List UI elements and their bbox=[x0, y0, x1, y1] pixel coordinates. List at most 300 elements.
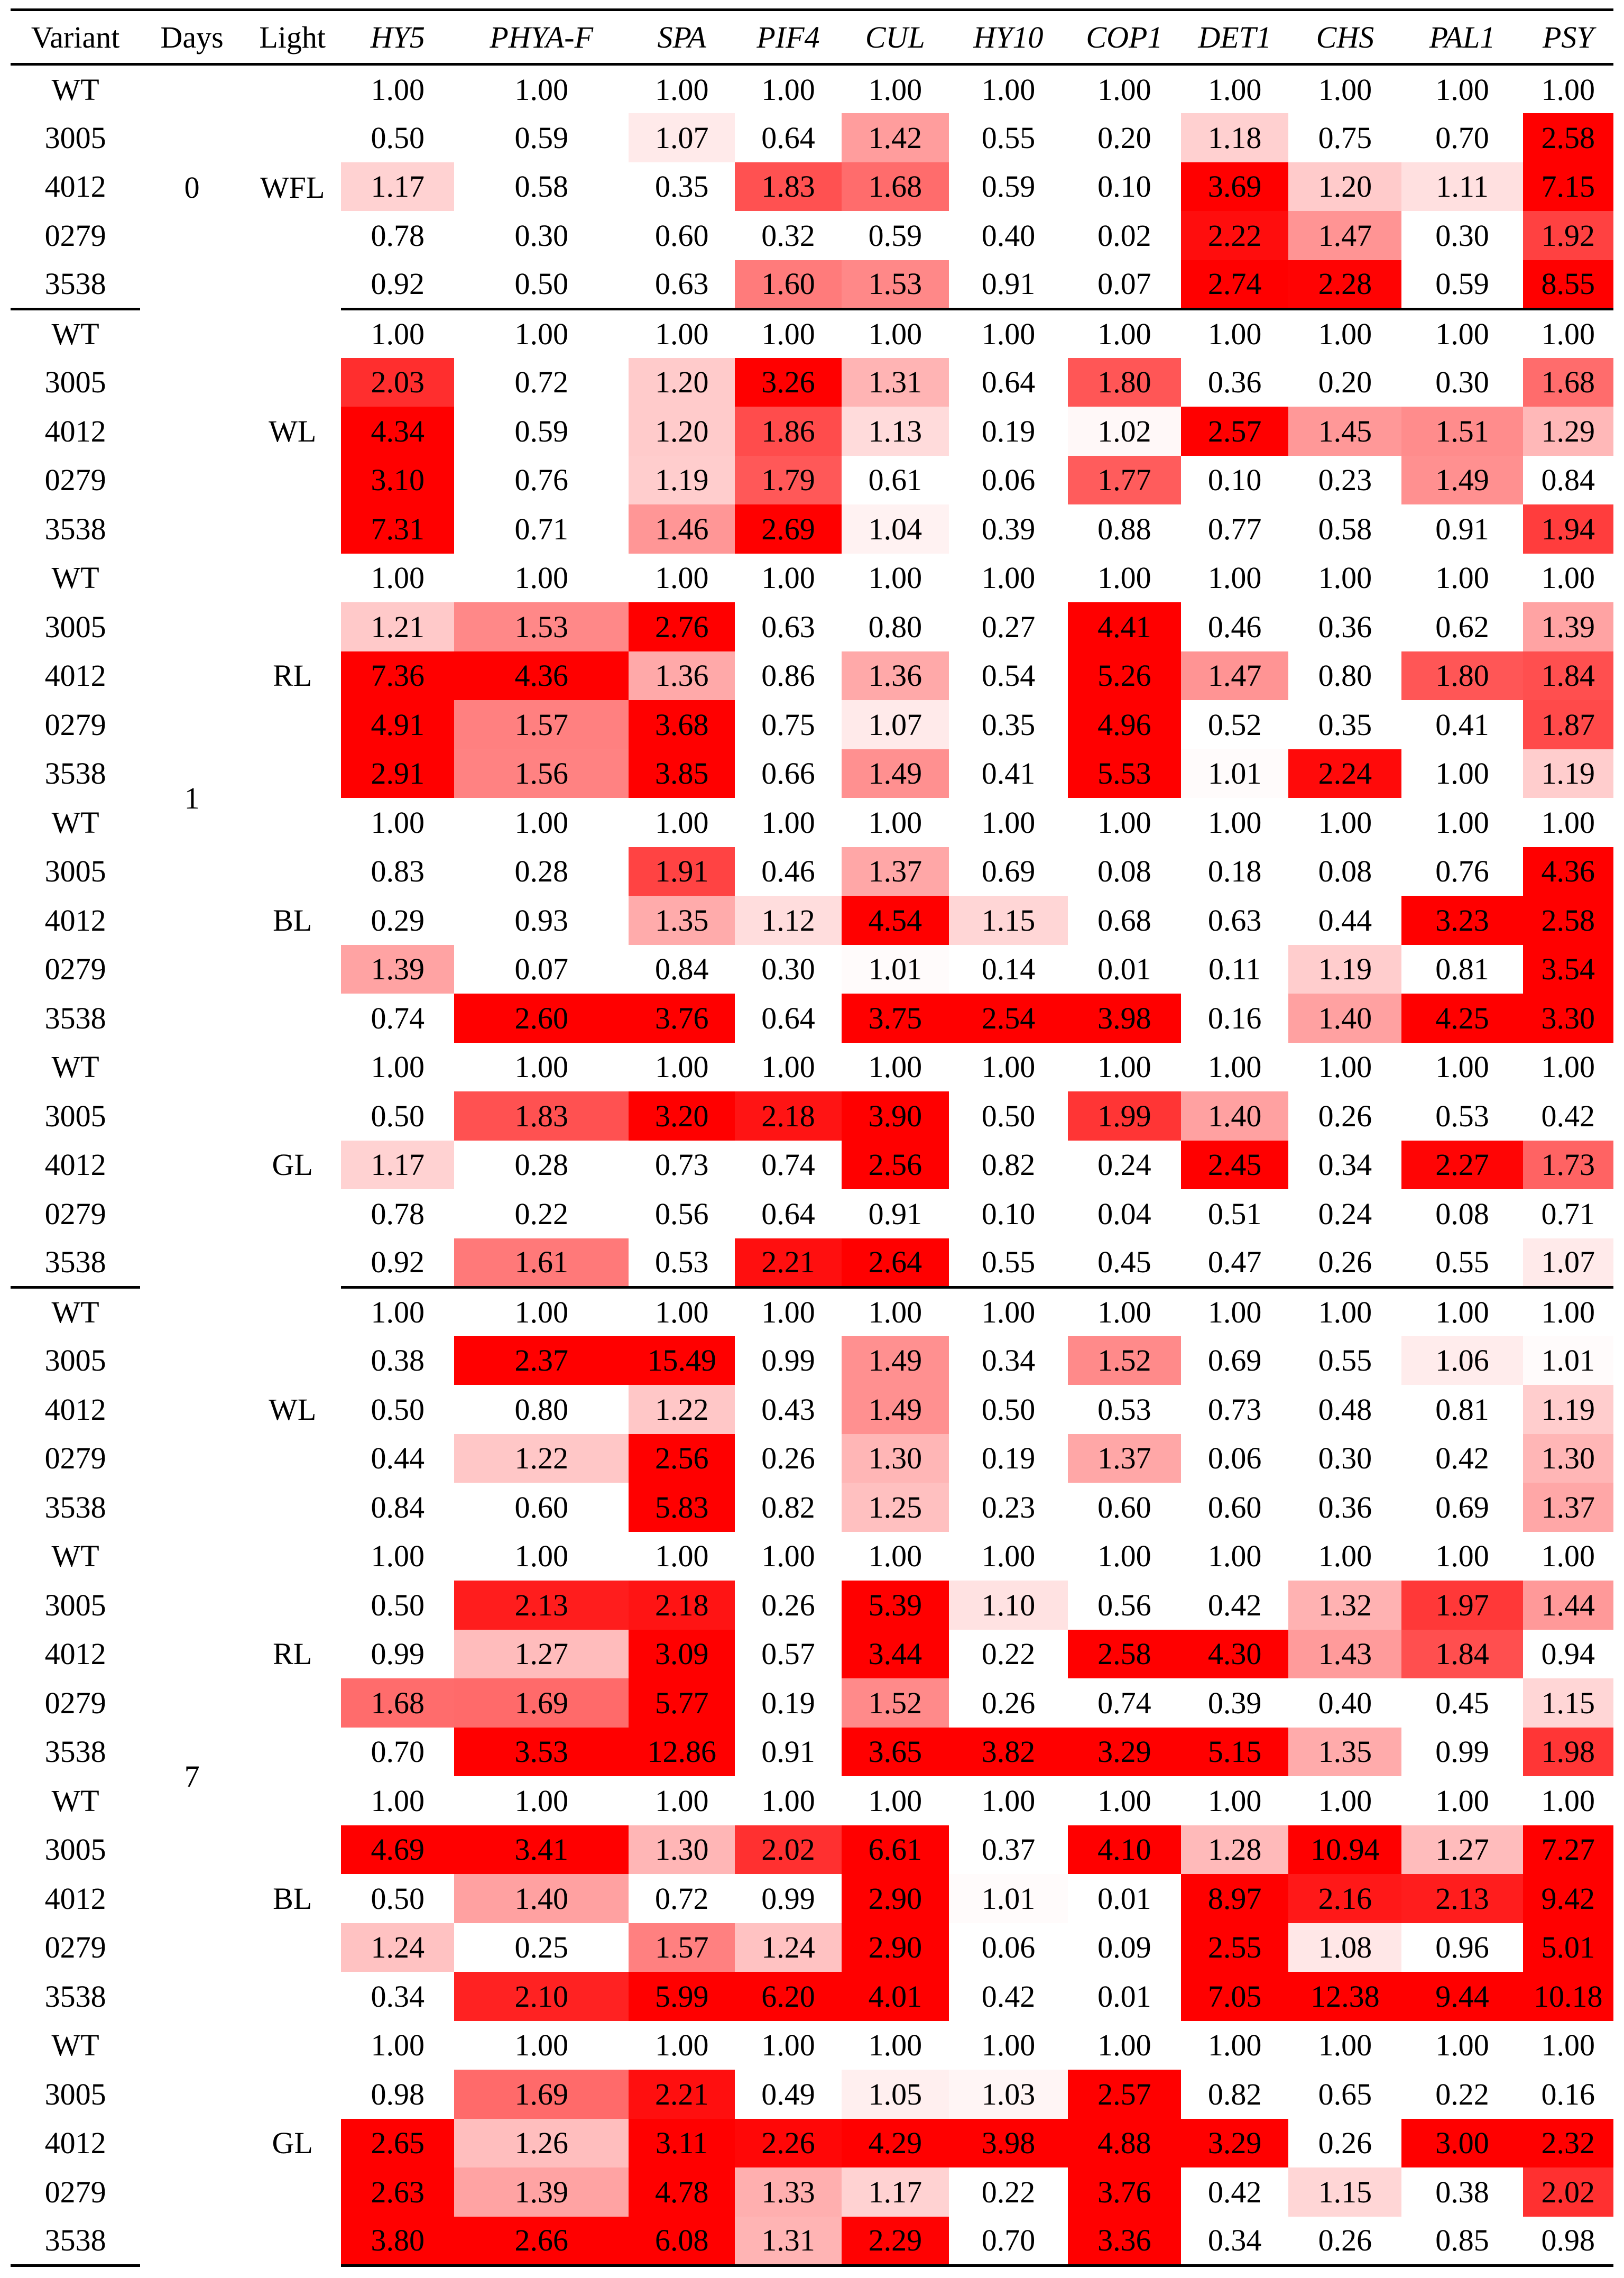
value-cell-hy5: 0.84 bbox=[371, 1490, 425, 1524]
value-cell-chs: 1.00 bbox=[1318, 1783, 1372, 1818]
value-cell-pif4: 0.26 bbox=[761, 1441, 815, 1476]
value-cell-spa: 3.85 bbox=[629, 749, 735, 798]
table-header bbox=[11, 10, 1613, 65]
value-cell-spa: 0.53 bbox=[629, 1238, 735, 1288]
value-cell-phya-f: 0.28 bbox=[514, 854, 568, 889]
value-cell-hy10: 0.39 bbox=[981, 511, 1036, 546]
value-cell-chs: 0.36 bbox=[1318, 609, 1372, 644]
value-cell-det1: 2.74 bbox=[1181, 260, 1288, 309]
value-cell-pal1: 1.80 bbox=[1401, 651, 1522, 701]
value-cell-hy10: 1.15 bbox=[949, 896, 1068, 945]
value-cell-det1: 0.46 bbox=[1207, 609, 1262, 644]
value-cell-phya-f: 1.39 bbox=[454, 2167, 629, 2217]
value-cell-spa: 2.76 bbox=[629, 602, 735, 651]
value-cell-pal1: 1.11 bbox=[1401, 162, 1522, 212]
value-cell-phya-f: 1.00 bbox=[514, 805, 568, 840]
value-cell-pal1: 1.49 bbox=[1401, 456, 1522, 505]
value-cell-phya-f: 1.57 bbox=[454, 700, 629, 749]
value-cell-hy10: 0.34 bbox=[981, 1343, 1036, 1378]
value-cell-cop1: 5.53 bbox=[1068, 749, 1181, 798]
value-cell-det1: 1.00 bbox=[1207, 805, 1262, 840]
value-cell-cop1: 3.98 bbox=[1068, 994, 1181, 1043]
value-cell-cop1: 1.00 bbox=[1097, 805, 1151, 840]
value-cell-psy: 2.32 bbox=[1523, 2119, 1613, 2168]
value-cell-pal1: 0.70 bbox=[1435, 120, 1489, 155]
value-cell-cop1: 0.53 bbox=[1097, 1392, 1151, 1427]
value-cell-psy: 1.29 bbox=[1523, 407, 1613, 456]
value-cell-det1: 1.00 bbox=[1207, 1539, 1262, 1574]
value-cell-pif4: 0.86 bbox=[761, 658, 815, 693]
value-cell-chs: 2.16 bbox=[1288, 1874, 1401, 1923]
value-cell-hy10: 0.41 bbox=[981, 756, 1036, 791]
value-cell-pif4: 0.57 bbox=[761, 1637, 815, 1671]
value-cell-pal1: 0.59 bbox=[1401, 260, 1522, 309]
value-cell-pif4: 0.19 bbox=[761, 1685, 815, 1720]
value-cell-psy: 5.01 bbox=[1523, 1923, 1613, 1972]
value-cell-pal1: 1.00 bbox=[1435, 756, 1489, 791]
value-cell-phya-f: 1.61 bbox=[454, 1238, 629, 1288]
value-cell-cul: 1.00 bbox=[868, 1539, 922, 1574]
variant-cell: WT bbox=[51, 317, 99, 351]
value-cell-spa: 1.00 bbox=[654, 1295, 709, 1329]
value-cell-cul: 1.37 bbox=[842, 847, 949, 896]
value-cell-pal1: 1.27 bbox=[1401, 1825, 1522, 1875]
value-cell-hy10: 1.00 bbox=[981, 1783, 1036, 1818]
variant-cell: 4012 bbox=[44, 1637, 106, 1671]
variant-cell: 0279 bbox=[44, 1930, 106, 1965]
value-cell-psy: 9.42 bbox=[1523, 1874, 1613, 1923]
value-cell-hy10: 0.26 bbox=[981, 1685, 1036, 1720]
value-cell-chs: 0.80 bbox=[1318, 658, 1372, 693]
value-cell-hy10: 0.50 bbox=[981, 1392, 1036, 1427]
value-cell-chs: 2.28 bbox=[1288, 260, 1401, 309]
value-cell-phya-f: 1.00 bbox=[514, 1050, 568, 1085]
light-cell: GL bbox=[272, 2126, 313, 2161]
variant-cell: 3538 bbox=[11, 1238, 140, 1288]
variant-cell: 4012 bbox=[44, 1881, 106, 1916]
value-cell-det1: 1.00 bbox=[1207, 561, 1262, 595]
value-cell-psy: 1.00 bbox=[1541, 2028, 1595, 2063]
value-cell-spa: 5.83 bbox=[629, 1483, 735, 1532]
value-cell-cop1: 4.88 bbox=[1068, 2119, 1181, 2168]
value-cell-cop1: 2.57 bbox=[1068, 2070, 1181, 2119]
variant-cell: 3005 bbox=[44, 2077, 106, 2111]
value-cell-pal1: 1.00 bbox=[1435, 1050, 1489, 1085]
value-cell-pif4: 0.32 bbox=[761, 218, 815, 253]
value-cell-phya-f: 1.83 bbox=[454, 1091, 629, 1141]
value-cell-phya-f: 3.41 bbox=[454, 1825, 629, 1875]
value-cell-spa: 3.11 bbox=[629, 2119, 735, 2168]
value-cell-spa: 1.00 bbox=[654, 561, 709, 595]
value-cell-psy: 0.42 bbox=[1541, 1098, 1595, 1133]
value-cell-pif4: 1.00 bbox=[761, 72, 815, 107]
value-cell-hy10: 3.82 bbox=[949, 1728, 1068, 1777]
value-cell-cul: 3.44 bbox=[842, 1630, 949, 1679]
value-cell-pal1: 0.38 bbox=[1435, 2174, 1489, 2209]
value-cell-det1: 1.40 bbox=[1181, 1091, 1288, 1141]
value-cell-psy: 1.68 bbox=[1523, 358, 1613, 407]
value-cell-cul: 0.61 bbox=[868, 463, 922, 498]
value-cell-cop1: 2.58 bbox=[1068, 1630, 1181, 1679]
value-cell-cop1: 3.29 bbox=[1068, 1728, 1181, 1777]
value-cell-det1: 0.34 bbox=[1181, 2217, 1288, 2266]
value-cell-hy5: 1.39 bbox=[341, 945, 454, 994]
table-row bbox=[11, 65, 1613, 114]
value-cell-psy: 2.58 bbox=[1523, 896, 1613, 945]
value-cell-hy10: 0.55 bbox=[981, 120, 1036, 155]
value-cell-cop1: 1.00 bbox=[1097, 72, 1151, 107]
value-cell-cop1: 0.01 bbox=[1097, 952, 1151, 987]
value-cell-cul: 5.39 bbox=[842, 1581, 949, 1630]
value-cell-hy10: 0.22 bbox=[981, 1637, 1036, 1671]
value-cell-cop1: 0.01 bbox=[1097, 1881, 1151, 1916]
value-cell-cop1: 5.26 bbox=[1068, 651, 1181, 701]
value-cell-hy5: 1.24 bbox=[341, 1923, 454, 1972]
value-cell-hy5: 1.00 bbox=[371, 561, 425, 595]
value-cell-pif4: 1.33 bbox=[735, 2167, 841, 2217]
value-cell-det1: 3.69 bbox=[1181, 162, 1288, 212]
value-cell-hy5: 0.50 bbox=[371, 120, 425, 155]
value-cell-spa: 15.49 bbox=[629, 1336, 735, 1385]
value-cell-cul: 1.31 bbox=[842, 358, 949, 407]
header-gene-spa: SPA bbox=[629, 10, 735, 65]
value-cell-spa: 1.91 bbox=[629, 847, 735, 896]
value-cell-phya-f: 0.59 bbox=[514, 414, 568, 448]
value-cell-psy: 0.94 bbox=[1541, 1637, 1595, 1671]
value-cell-phya-f: 0.28 bbox=[514, 1147, 568, 1182]
value-cell-pif4: 1.83 bbox=[735, 162, 841, 212]
value-cell-det1: 1.00 bbox=[1207, 1050, 1262, 1085]
value-cell-chs: 0.26 bbox=[1288, 2217, 1401, 2266]
value-cell-psy: 7.15 bbox=[1523, 162, 1613, 212]
value-cell-spa: 1.00 bbox=[654, 1783, 709, 1818]
header-gene-cop1: COP1 bbox=[1068, 10, 1181, 65]
value-cell-det1: 1.28 bbox=[1181, 1825, 1288, 1875]
value-cell-hy5: 1.00 bbox=[371, 72, 425, 107]
variant-cell: 4012 bbox=[44, 903, 106, 938]
value-cell-pal1: 0.62 bbox=[1435, 609, 1489, 644]
value-cell-chs: 1.40 bbox=[1288, 994, 1401, 1043]
variant-cell: WT bbox=[51, 1050, 99, 1085]
value-cell-psy: 0.71 bbox=[1541, 1196, 1595, 1231]
value-cell-phya-f: 1.69 bbox=[454, 1678, 629, 1728]
value-cell-chs: 2.24 bbox=[1288, 749, 1401, 798]
value-cell-pif4: 0.64 bbox=[761, 1196, 815, 1231]
value-cell-pif4: 0.82 bbox=[761, 1490, 815, 1524]
value-cell-pif4: 1.24 bbox=[735, 1923, 841, 1972]
header-variant: Variant bbox=[11, 10, 140, 65]
value-cell-psy: 1.00 bbox=[1541, 805, 1595, 840]
value-cell-spa: 1.00 bbox=[654, 2028, 709, 2063]
value-cell-phya-f: 0.80 bbox=[514, 1392, 568, 1427]
light-cell: WFL bbox=[260, 170, 325, 205]
value-cell-phya-f: 0.60 bbox=[514, 1490, 568, 1524]
value-cell-cul: 3.90 bbox=[842, 1091, 949, 1141]
value-cell-phya-f: 2.10 bbox=[454, 1972, 629, 2021]
value-cell-cul: 1.00 bbox=[868, 1050, 922, 1085]
value-cell-chs: 0.40 bbox=[1318, 1685, 1372, 1720]
variant-cell: 3538 bbox=[11, 2217, 140, 2266]
value-cell-chs: 1.00 bbox=[1318, 1539, 1372, 1574]
value-cell-chs: 1.43 bbox=[1288, 1630, 1401, 1679]
value-cell-pif4: 1.00 bbox=[761, 2028, 815, 2063]
value-cell-pal1: 0.30 bbox=[1435, 365, 1489, 400]
value-cell-chs: 0.20 bbox=[1318, 365, 1372, 400]
value-cell-hy10: 0.40 bbox=[981, 218, 1036, 253]
value-cell-phya-f: 1.26 bbox=[454, 2119, 629, 2168]
value-cell-chs: 1.20 bbox=[1288, 162, 1401, 212]
value-cell-phya-f: 1.00 bbox=[514, 2028, 568, 2063]
value-cell-chs: 0.58 bbox=[1318, 511, 1372, 546]
value-cell-spa: 1.00 bbox=[654, 317, 709, 351]
value-cell-cul: 1.17 bbox=[842, 2167, 949, 2217]
variant-cell: 3005 bbox=[44, 120, 106, 155]
value-cell-chs: 1.08 bbox=[1288, 1923, 1401, 1972]
value-cell-psy: 1.00 bbox=[1541, 72, 1595, 107]
variant-cell: 3538 bbox=[44, 1490, 106, 1524]
value-cell-spa: 3.20 bbox=[629, 1091, 735, 1141]
value-cell-pif4: 0.99 bbox=[761, 1343, 815, 1378]
value-cell-cul: 1.05 bbox=[842, 2070, 949, 2119]
value-cell-spa: 1.57 bbox=[629, 1923, 735, 1972]
value-cell-det1: 0.63 bbox=[1207, 903, 1262, 938]
value-cell-cul: 2.90 bbox=[842, 1874, 949, 1923]
value-cell-cop1: 3.76 bbox=[1068, 2167, 1181, 2217]
value-cell-psy: 1.73 bbox=[1523, 1141, 1613, 1190]
value-cell-chs: 10.94 bbox=[1288, 1825, 1401, 1875]
value-cell-chs: 1.15 bbox=[1288, 2167, 1401, 2217]
value-cell-det1: 1.00 bbox=[1207, 317, 1262, 351]
variant-cell: WT bbox=[51, 1783, 99, 1818]
value-cell-hy5: 0.50 bbox=[371, 1392, 425, 1427]
value-cell-det1: 1.00 bbox=[1207, 72, 1262, 107]
value-cell-cul: 4.54 bbox=[842, 896, 949, 945]
value-cell-psy: 1.37 bbox=[1523, 1483, 1613, 1532]
table-row bbox=[11, 1287, 1613, 1336]
value-cell-spa: 2.21 bbox=[629, 2070, 735, 2119]
value-cell-cul: 1.13 bbox=[842, 407, 949, 456]
value-cell-hy5: 1.00 bbox=[371, 1295, 425, 1329]
variant-cell: WT bbox=[51, 1539, 99, 1574]
value-cell-chs: 1.47 bbox=[1288, 211, 1401, 260]
value-cell-pal1: 1.00 bbox=[1435, 72, 1489, 107]
value-cell-pal1: 0.30 bbox=[1435, 218, 1489, 253]
value-cell-chs: 0.35 bbox=[1318, 707, 1372, 742]
value-cell-chs: 0.26 bbox=[1318, 1098, 1372, 1133]
value-cell-hy10: 0.22 bbox=[981, 2174, 1036, 2209]
value-cell-hy5: 1.00 bbox=[371, 1050, 425, 1085]
value-cell-psy: 1.01 bbox=[1523, 1336, 1613, 1385]
value-cell-psy: 2.58 bbox=[1523, 113, 1613, 162]
value-cell-pif4: 2.02 bbox=[735, 1825, 841, 1875]
value-cell-pal1: 2.27 bbox=[1401, 1141, 1522, 1190]
value-cell-chs: 1.00 bbox=[1318, 317, 1372, 351]
value-cell-cul: 1.36 bbox=[842, 651, 949, 701]
value-cell-phya-f: 1.69 bbox=[454, 2070, 629, 2119]
header-gene-cul: CUL bbox=[842, 10, 949, 65]
value-cell-det1: 0.82 bbox=[1207, 2077, 1262, 2111]
variant-cell: 3005 bbox=[44, 1343, 106, 1378]
value-cell-spa: 0.72 bbox=[654, 1881, 709, 1916]
value-cell-spa: 1.20 bbox=[629, 407, 735, 456]
value-cell-psy: 1.98 bbox=[1523, 1728, 1613, 1777]
value-cell-spa: 1.00 bbox=[654, 72, 709, 107]
value-cell-chs: 1.00 bbox=[1318, 805, 1372, 840]
value-cell-hy5: 0.74 bbox=[371, 1000, 425, 1035]
value-cell-cul: 4.29 bbox=[842, 2119, 949, 2168]
value-cell-hy5: 0.29 bbox=[371, 903, 425, 938]
value-cell-hy10: 0.19 bbox=[981, 414, 1036, 448]
value-cell-cop1: 1.00 bbox=[1097, 1050, 1151, 1085]
value-cell-psy: 1.00 bbox=[1541, 561, 1595, 595]
value-cell-det1: 0.16 bbox=[1207, 1000, 1262, 1035]
value-cell-cul: 1.25 bbox=[842, 1483, 949, 1532]
value-cell-hy5: 1.00 bbox=[371, 1539, 425, 1574]
variant-cell: 3538 bbox=[44, 1000, 106, 1035]
value-cell-det1: 1.47 bbox=[1181, 651, 1288, 701]
value-cell-chs: 0.75 bbox=[1318, 120, 1372, 155]
value-cell-phya-f: 1.00 bbox=[514, 72, 568, 107]
value-cell-spa: 12.86 bbox=[629, 1728, 735, 1777]
value-cell-cul: 1.49 bbox=[842, 1336, 949, 1385]
value-cell-phya-f: 1.40 bbox=[454, 1874, 629, 1923]
value-cell-pif4: 0.46 bbox=[761, 854, 815, 889]
value-cell-hy5: 4.69 bbox=[341, 1825, 454, 1875]
value-cell-det1: 0.42 bbox=[1207, 1587, 1262, 1622]
header-gene-hy10: HY10 bbox=[949, 10, 1068, 65]
variant-cell: 3005 bbox=[44, 609, 106, 644]
value-cell-spa: 1.00 bbox=[654, 1050, 709, 1085]
value-cell-cop1: 0.24 bbox=[1097, 1147, 1151, 1182]
value-cell-pif4: 1.00 bbox=[761, 1783, 815, 1818]
value-cell-pal1: 0.81 bbox=[1435, 1392, 1489, 1427]
value-cell-spa: 1.20 bbox=[629, 358, 735, 407]
value-cell-psy: 1.07 bbox=[1523, 1238, 1613, 1288]
value-cell-spa: 5.99 bbox=[629, 1972, 735, 2021]
value-cell-phya-f: 0.22 bbox=[514, 1196, 568, 1231]
value-cell-pif4: 2.21 bbox=[735, 1238, 841, 1288]
value-cell-psy: 0.98 bbox=[1523, 2217, 1613, 2266]
value-cell-cop1: 0.88 bbox=[1097, 511, 1151, 546]
value-cell-pif4: 0.91 bbox=[761, 1734, 815, 1769]
value-cell-pif4: 0.64 bbox=[761, 1000, 815, 1035]
value-cell-cul: 1.53 bbox=[842, 260, 949, 309]
value-cell-psy: 1.00 bbox=[1541, 1050, 1595, 1085]
value-cell-cop1: 1.37 bbox=[1068, 1434, 1181, 1483]
value-cell-hy10: 1.00 bbox=[981, 72, 1036, 107]
value-cell-pal1: 0.76 bbox=[1435, 854, 1489, 889]
value-cell-hy10: 0.42 bbox=[981, 1979, 1036, 2014]
value-cell-cul: 6.61 bbox=[842, 1825, 949, 1875]
value-cell-hy5: 1.00 bbox=[371, 805, 425, 840]
value-cell-psy: 8.55 bbox=[1523, 260, 1613, 309]
value-cell-psy: 7.27 bbox=[1523, 1825, 1613, 1875]
value-cell-pal1: 0.96 bbox=[1435, 1930, 1489, 1965]
value-cell-psy: 2.02 bbox=[1523, 2167, 1613, 2217]
value-cell-cop1: 4.41 bbox=[1068, 602, 1181, 651]
value-cell-cop1: 0.10 bbox=[1097, 169, 1151, 204]
value-cell-hy10: 1.00 bbox=[981, 1295, 1036, 1329]
light-cell: WL bbox=[269, 414, 317, 448]
value-cell-cul: 1.49 bbox=[842, 1385, 949, 1434]
table-row bbox=[11, 1776, 1613, 1825]
value-cell-pif4: 2.26 bbox=[735, 2119, 841, 2168]
value-cell-hy5: 7.36 bbox=[341, 651, 454, 701]
variant-cell: 0279 bbox=[44, 1196, 106, 1231]
value-cell-det1: 1.01 bbox=[1181, 749, 1288, 798]
value-cell-pal1: 1.06 bbox=[1401, 1336, 1522, 1385]
value-cell-pif4: 0.43 bbox=[761, 1392, 815, 1427]
value-cell-cop1: 0.07 bbox=[1068, 260, 1181, 309]
value-cell-cul: 1.01 bbox=[842, 945, 949, 994]
value-cell-chs: 1.00 bbox=[1318, 2028, 1372, 2063]
value-cell-pif4: 1.00 bbox=[761, 1050, 815, 1085]
value-cell-chs: 1.00 bbox=[1318, 72, 1372, 107]
value-cell-chs: 1.19 bbox=[1288, 945, 1401, 994]
value-cell-hy5: 0.83 bbox=[371, 854, 425, 889]
value-cell-cul: 1.00 bbox=[868, 317, 922, 351]
value-cell-det1: 1.00 bbox=[1207, 1295, 1262, 1329]
variant-cell: WT bbox=[51, 72, 99, 107]
value-cell-cul: 2.90 bbox=[842, 1923, 949, 1972]
value-cell-hy5: 2.65 bbox=[341, 2119, 454, 2168]
value-cell-cul: 1.04 bbox=[842, 504, 949, 554]
value-cell-cul: 4.01 bbox=[842, 1972, 949, 2021]
value-cell-pif4: 0.26 bbox=[761, 1587, 815, 1622]
value-cell-det1: 0.18 bbox=[1207, 854, 1262, 889]
value-cell-cop1: 0.20 bbox=[1097, 120, 1151, 155]
value-cell-cop1: 0.04 bbox=[1097, 1196, 1151, 1231]
value-cell-phya-f: 3.53 bbox=[454, 1728, 629, 1777]
header-gene-psy: PSY bbox=[1523, 10, 1613, 65]
value-cell-cul: 1.00 bbox=[868, 561, 922, 595]
value-cell-cul: 1.00 bbox=[868, 805, 922, 840]
value-cell-cop1: 0.74 bbox=[1097, 1685, 1151, 1720]
variant-cell: 4012 bbox=[44, 2126, 106, 2161]
value-cell-det1: 0.39 bbox=[1207, 1685, 1262, 1720]
value-cell-pal1: 0.91 bbox=[1435, 511, 1489, 546]
value-cell-pal1: 0.08 bbox=[1435, 1196, 1489, 1231]
value-cell-hy5: 4.34 bbox=[341, 407, 454, 456]
value-cell-det1: 1.00 bbox=[1207, 1783, 1262, 1818]
variant-cell: 3538 bbox=[44, 1734, 106, 1769]
value-cell-det1: 0.47 bbox=[1181, 1238, 1288, 1288]
value-cell-cul: 1.42 bbox=[842, 113, 949, 162]
value-cell-cul: 1.68 bbox=[842, 162, 949, 212]
value-cell-phya-f: 2.60 bbox=[454, 994, 629, 1043]
variant-cell: 0279 bbox=[44, 707, 106, 742]
value-cell-spa: 5.77 bbox=[629, 1678, 735, 1728]
value-cell-pal1: 1.00 bbox=[1435, 2028, 1489, 2063]
value-cell-hy5: 0.99 bbox=[371, 1637, 425, 1671]
value-cell-hy10: 0.91 bbox=[949, 260, 1068, 309]
variant-cell: 3005 bbox=[44, 1832, 106, 1867]
value-cell-pal1: 3.00 bbox=[1401, 2119, 1522, 2168]
value-cell-cop1: 1.00 bbox=[1097, 317, 1151, 351]
value-cell-pif4: 0.75 bbox=[761, 707, 815, 742]
value-cell-cul: 2.64 bbox=[842, 1238, 949, 1288]
value-cell-cop1: 3.36 bbox=[1068, 2217, 1181, 2266]
value-cell-hy5: 0.92 bbox=[341, 260, 454, 309]
variant-cell: 4012 bbox=[44, 169, 106, 204]
value-cell-pif4: 2.69 bbox=[735, 504, 841, 554]
value-cell-psy: 1.00 bbox=[1541, 1539, 1595, 1574]
value-cell-pal1: 1.00 bbox=[1435, 1295, 1489, 1329]
value-cell-phya-f: 0.58 bbox=[514, 169, 568, 204]
value-cell-cul: 2.56 bbox=[842, 1141, 949, 1190]
value-cell-pif4: 1.00 bbox=[761, 1295, 815, 1329]
value-cell-hy5: 1.00 bbox=[371, 2028, 425, 2063]
